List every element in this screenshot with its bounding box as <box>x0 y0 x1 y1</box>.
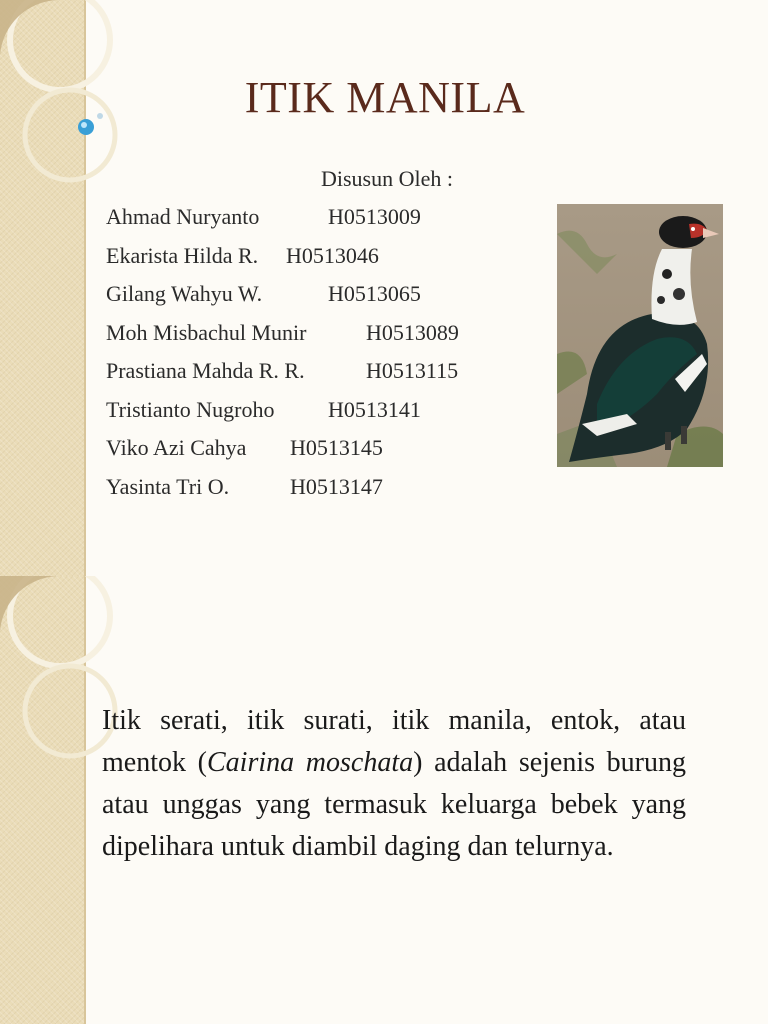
author-id: H0513089 <box>366 319 459 345</box>
author-row <box>106 431 546 470</box>
author-name: Yasinta Tri O. <box>106 473 230 499</box>
author-row <box>106 393 546 432</box>
muscovy-duck-photo <box>557 204 723 467</box>
author-name: Moh Misbachul Munir <box>106 319 307 345</box>
author-name: Tristianto Nugroho <box>106 396 275 422</box>
author-name: Ahmad Nuryanto <box>106 204 260 229</box>
author-id: H0513009 <box>328 204 421 229</box>
author-row <box>106 277 546 316</box>
author-name: Viko Azi Cahya <box>106 435 247 460</box>
author-id: H0513145 <box>290 435 383 460</box>
author-row <box>106 354 546 393</box>
description-text-start: Itik serati, itik surati, itik manila, entok, atau mentok ( <box>102 705 686 778</box>
author-name: Prastiana Mahda R. R. <box>106 358 305 383</box>
description-paragraph <box>102 700 686 868</box>
author-id: H0513141 <box>328 396 421 422</box>
page-title: ITIK MANILA <box>244 73 526 122</box>
author-id: H0513115 <box>366 358 459 383</box>
author-row <box>106 316 546 355</box>
author-row <box>106 200 546 239</box>
author-name: Ekarista Hilda R. <box>106 242 259 268</box>
author-list <box>106 200 546 508</box>
circle-decoration <box>0 0 120 200</box>
description-text-end: ) adalah sejenis burung atau unggas yang termasuk keluarga bebek yang dipelihara untuk diambil daging dan telurnya. <box>102 747 687 862</box>
scientific-name: Cairina moschata <box>206 747 414 778</box>
author-row <box>106 239 546 278</box>
author-id: H0513065 <box>328 281 421 306</box>
subtitle: Disusun Oleh : <box>321 166 453 191</box>
author-id: H0513147 <box>290 473 383 499</box>
author-name: Gilang Wahyu W. <box>106 281 263 306</box>
author-row <box>106 470 546 509</box>
author-id: H0513046 <box>286 242 379 268</box>
